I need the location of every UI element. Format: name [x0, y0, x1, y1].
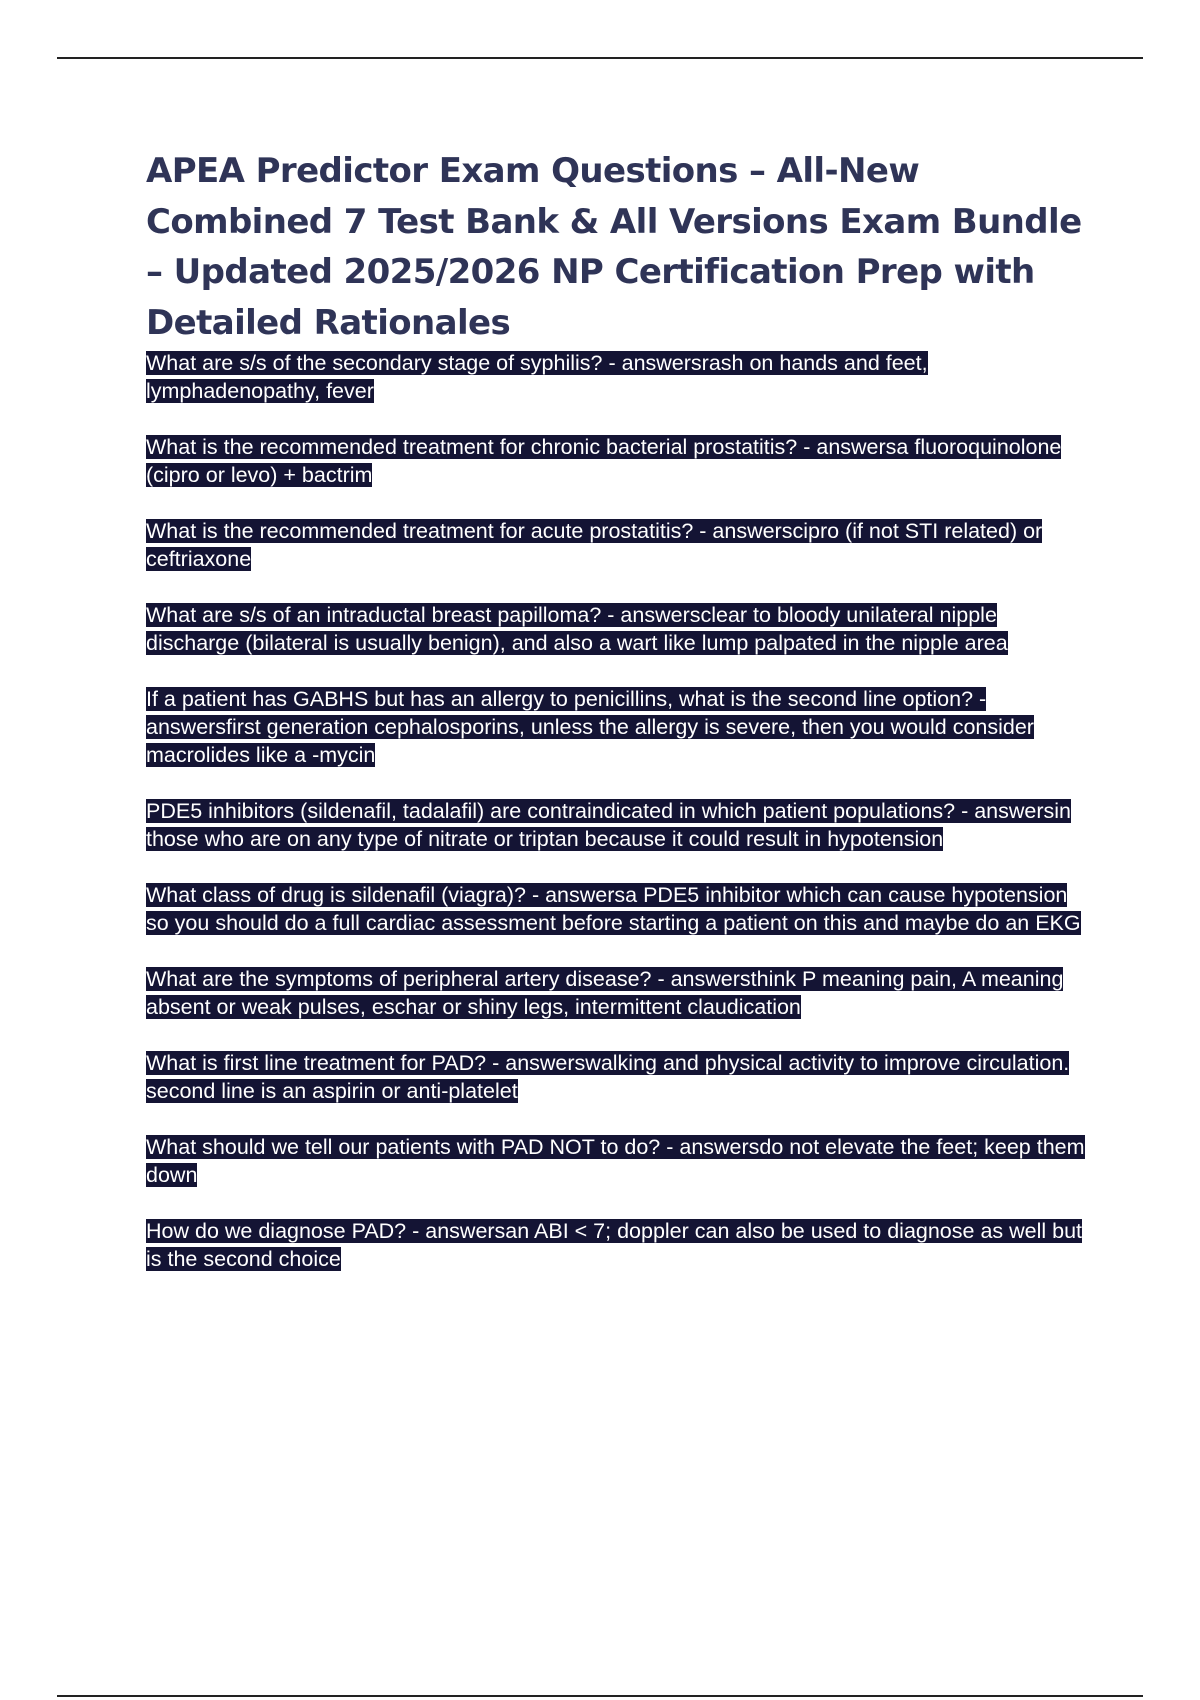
qa-text: What is the recommended treatment for chronic bacterial prostatitis? - answersa fluoroquinolone (cipro or levo) + bactrim	[146, 435, 1062, 487]
qa-item-3	[146, 517, 1096, 573]
qa-item-11	[146, 1217, 1096, 1273]
bottom-rule	[57, 1695, 1143, 1697]
qa-item-10	[146, 1133, 1096, 1189]
qa-text: What is the recommended treatment for acute prostatitis? - answerscipro (if not STI related) or ceftriaxone	[146, 519, 1043, 571]
document-page	[146, 146, 1096, 1301]
qa-list	[146, 349, 1096, 1273]
top-rule	[57, 57, 1143, 59]
qa-text: What class of drug is sildenafil (viagra)? - answersa PDE5 inhibitor which can cause hypotension so you should do a full cardiac assessment before starting a patient on this and maybe do an EKG	[146, 883, 1081, 935]
qa-item-9	[146, 1049, 1096, 1105]
qa-item-5	[146, 685, 1096, 769]
qa-text: What should we tell our patients with PAD NOT to do? - answersdo not elevate the feet; keep them down	[146, 1135, 1085, 1187]
qa-item-1	[146, 349, 1096, 405]
qa-text: What is first line treatment for PAD? - answerswalking and physical activity to improve circulation. second line is an aspirin or anti-platelet	[146, 1051, 1070, 1103]
document-title: APEA Predictor Exam Questions – All-New Combined 7 Test Bank & All Versions Exam Bundle – Updated 2025/2026 NP Certification Prep with Detailed Rationales	[146, 151, 1082, 343]
qa-item-2	[146, 433, 1096, 489]
qa-text: PDE5 inhibitors (sildenafil, tadalafil) are contraindicated in which patient populations? - answersin those who are on any type of nitrate or triptan because it could result in hypotension	[146, 799, 1072, 851]
qa-item-6	[146, 797, 1096, 853]
qa-text: What are s/s of an intraductal breast papilloma? - answersclear to bloody unilateral nipple discharge (bilateral is usually benign), and also a wart like lump palpated in the nipple area	[146, 603, 1008, 655]
qa-text: What are the symptoms of peripheral artery disease? - answersthink P meaning pain, A meaning absent or weak pulses, eschar or shiny legs, intermittent claudication	[146, 967, 1064, 1019]
qa-text: How do we diagnose PAD? - answersan ABI < 7; doppler can also be used to diagnose as well but is the second choice	[146, 1219, 1083, 1271]
qa-text: What are s/s of the secondary stage of syphilis? - answersrash on hands and feet, lymphadenopathy, fever	[146, 351, 928, 403]
qa-item-4	[146, 601, 1096, 657]
qa-item-7	[146, 881, 1096, 937]
qa-item-8	[146, 965, 1096, 1021]
qa-text: If a patient has GABHS but has an allergy to penicillins, what is the second line option? - answersfirst generation cephalosporins, unless the allergy is severe, then you would consider macrolides like a -mycin	[146, 687, 1034, 767]
